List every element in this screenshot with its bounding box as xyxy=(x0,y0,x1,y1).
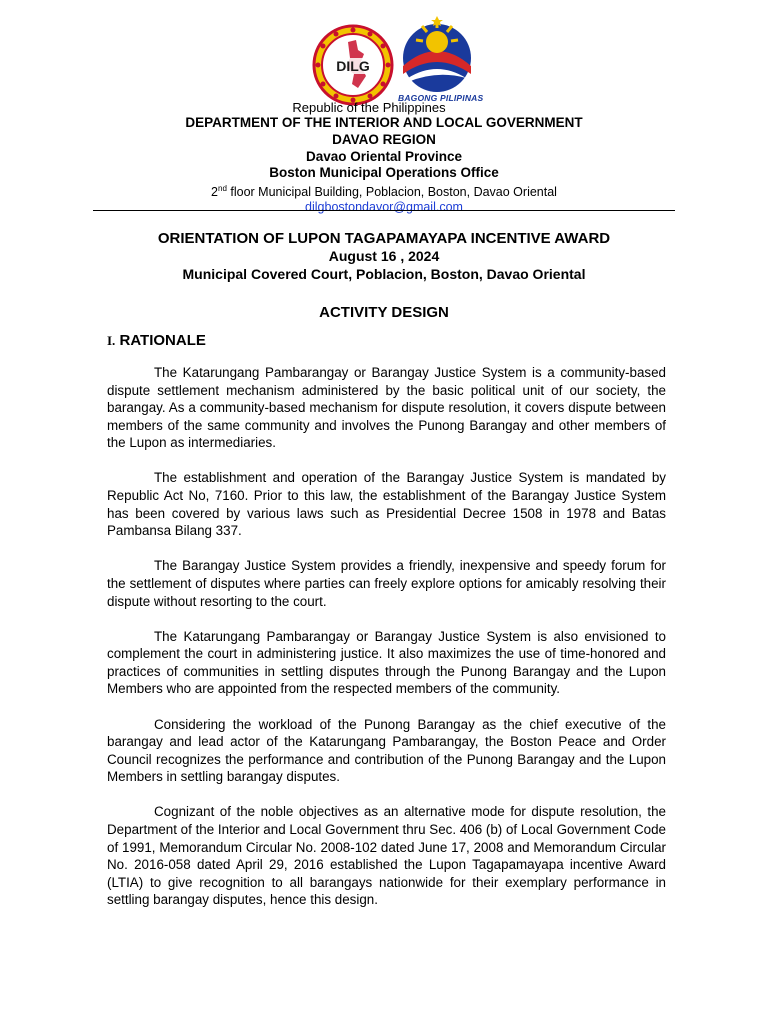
bagong-pilipinas-label: BAGONG PILIPINAS xyxy=(398,93,484,103)
document-title-block xyxy=(0,229,768,321)
region-name: DAVAO REGION xyxy=(332,132,436,147)
paragraph: Cognizant of the noble objectives as an alternative mode for dispute resolution, the Department of the Interior and Local Government thru Sec. 406 (b) of Local Government Code of 1991, Memorandum Circular No. 2008-102 dated June 17, 2008 and Memorandum Circular No. 2016-058 dated April 29, 2016 established the Lupon Tagapamayapa incentive Award (LTIA) to give recognition to all barangays nationwide for their exemplary performance in settling barangay disputes, hence this design. xyxy=(107,804,666,908)
paragraph: The Barangay Justice System provides a friendly, inexpensive and speedy forum for the settlement of disputes where parties can freely explore options for amicably resolving their dispute without resorting to the court. xyxy=(107,558,666,609)
office-name: Boston Municipal Operations Office xyxy=(269,165,499,180)
letterhead xyxy=(0,100,768,215)
dilg-seal-icon xyxy=(312,24,394,106)
activity-design-heading: ACTIVITY DESIGN xyxy=(319,304,449,321)
event-date: August 16 , 2024 xyxy=(328,248,440,264)
paragraph: The Katarungang Pambarangay or Barangay Justice System is a community-based dispute settlement mechanism administered by the basic political unit of our society, the barangay. As a community-based mechanism for dispute resolution, it covers dispute between members of the same community and involves the Punong Barangay and other members of the Lupon as intermediaries. xyxy=(107,365,666,451)
paragraph: The Katarungang Pambarangay or Barangay Justice System is also envisioned to complement the court in administering justice. It also maximizes the use of time-honored and practices of communities in settling disputes through the Punong Barangay and the Lupon Members who are appointed from the respected members of the community. xyxy=(107,628,666,697)
office-address: 2nd floor Municipal Building, Poblacion, Boston, Davao Oriental xyxy=(211,184,557,200)
province-name: Davao Oriental Province xyxy=(305,149,463,164)
department-name: DEPARTMENT OF THE INTERIOR AND LOCAL GOVERNMENT xyxy=(185,115,583,130)
paragraph: Considering the workload of the Punong Barangay as the chief executive of the barangay and lead actor of the Katarungang Pambarangay, the Boston Peace and Order Council recognizes the performance and contribution of the Punong Barangay and the Lupon Members in settling barangay disputes. xyxy=(107,716,666,785)
office-email-link[interactable]: dilgbostondavor@gmail.com xyxy=(305,200,463,215)
event-venue: Municipal Covered Court, Poblacion, Boston, Davao Oriental xyxy=(182,266,586,282)
republic-line: Republic of the Philippines xyxy=(292,100,446,115)
paragraph: The establishment and operation of the Barangay Justice System is mandated by Republic Act No, 7160. Prior to this law, the establishment of the Barangay Justice System has been covered by various laws such as Presidential Decree 1508 in 1978 and Batas Pambansa Bilang 337. xyxy=(107,470,666,539)
header-divider xyxy=(93,210,675,211)
event-title: ORIENTATION OF LUPON TAGAPAMAYAPA INCENTIVE AWARD xyxy=(157,230,611,247)
svg-text:DILG: DILG xyxy=(336,58,370,74)
section-heading-rationale: I. RATIONALE xyxy=(107,332,206,349)
bagong-pilipinas-logo-icon xyxy=(392,16,482,96)
header-logos xyxy=(0,16,768,104)
rationale-body xyxy=(107,364,666,926)
